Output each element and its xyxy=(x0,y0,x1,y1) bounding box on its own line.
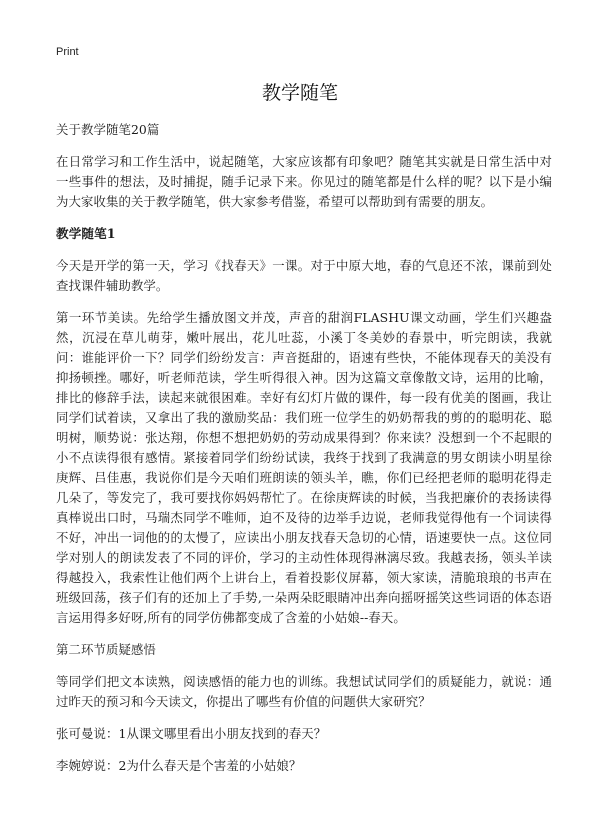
paragraph-5: 张可曼说：1从课文哪里看出小朋友找到的春天？ xyxy=(56,726,327,741)
paragraph-1: 今天是开学的第一天，学习《找春天》一课。对于中原大地，春的气息还不浓，课前到处查找课件辅助教学。 xyxy=(56,258,552,293)
document-subtitle: 关于教学随笔20篇 xyxy=(56,122,160,137)
paragraph-3: 第二环节质疑感悟 xyxy=(56,642,156,657)
intro-paragraph: 在日常学习和工作生活中，说起随笔，大家应该都有印象吧？随笔其实就是日常生活中对一些事件的想法，及时捕捉，随手记录下来。你见过的随笔都是什么样的呢？以下是小编为大家收集的关于教学随笔，供大家参考借鉴，希望可以帮助到有需要的朋友。 xyxy=(56,154,552,209)
paragraph-6: 李婉婷说：2为什么春天是个害羞的小姑娘？ xyxy=(56,758,302,773)
section-heading: 教学随笔1 xyxy=(56,226,116,241)
page-title: 教学随笔 xyxy=(261,82,338,104)
paragraph-2: 第一环节美读。先给学生播放图文并茂，声音的甜润FLASHU课文动画，学生们兴趣盎然，沉浸在草儿萌芽，嫩叶展出，花儿吐蕊，小溪丁冬美妙的春景中，听完朗读，我就问：谁能评价一下？同学们纷纷发言：声音挺甜的，语速有些快，不能体现春天的美没有抑扬顿挫。哪好，听老师范读，学生听得很入神。因为这篇文章像散文诗，运用的比喻，排比的修辞手法，读起来就很困难。幸好有幻灯片做的课件，每一段有优美的图画，我让同学们试着读，又拿出了我的激励奖品：我们班一位学生的奶奶帮我的剪的的聪明花、聪明树，顺势说：张达翔，你想不想把奶奶的劳动成果得到？你来读？没想到一个不起眼的小不点读得很有感情。紧接着同学们纷纷试读，我终于找到了我满意的男女朗读小明星徐庚辉、吕佳惠，我说你们是今天咱们班朗读的领头羊，瞧，你们已经把老师的聪明花得走几朵了，等发完了，我可要找你妈妈帮忙了。在徐庚辉读的时候，当我把廉价的表扬读得真棒说出口时，马瑞杰同学不唯师，迫不及待的边举手边说，老师我觉得他有一个词读得不好，冲出一词他的的太慢了，应读出小朋友找春天急切的心情，语速要快一点。这位同学对别人的朗读发表了不同的评价，学习的主动性体现得淋漓尽致。我越表扬，领头羊读得越投入，我索性让他们两个上讲台上，看着投影仪屏幕，领大家读，清脆琅琅的书声在班级回荡，孩子们有的还加上了手势,一朵两朵眨眼睛冲出奔向摇呀摇笑这些词语的体态语言运用得多好呀,所有的同学仿佛都变成了含羞的小姑娘--春天。 xyxy=(56,310,552,625)
paragraph-4: 等同学们把文本读熟，阅读感悟的能力也的训练。我想试试同学们的质疑能力，就说：通过昨天的预习和今天读文，你提出了哪些有价值的问题供大家研究？ xyxy=(56,674,552,709)
document-body xyxy=(56,120,552,788)
print-link[interactable]: Print xyxy=(56,46,79,58)
